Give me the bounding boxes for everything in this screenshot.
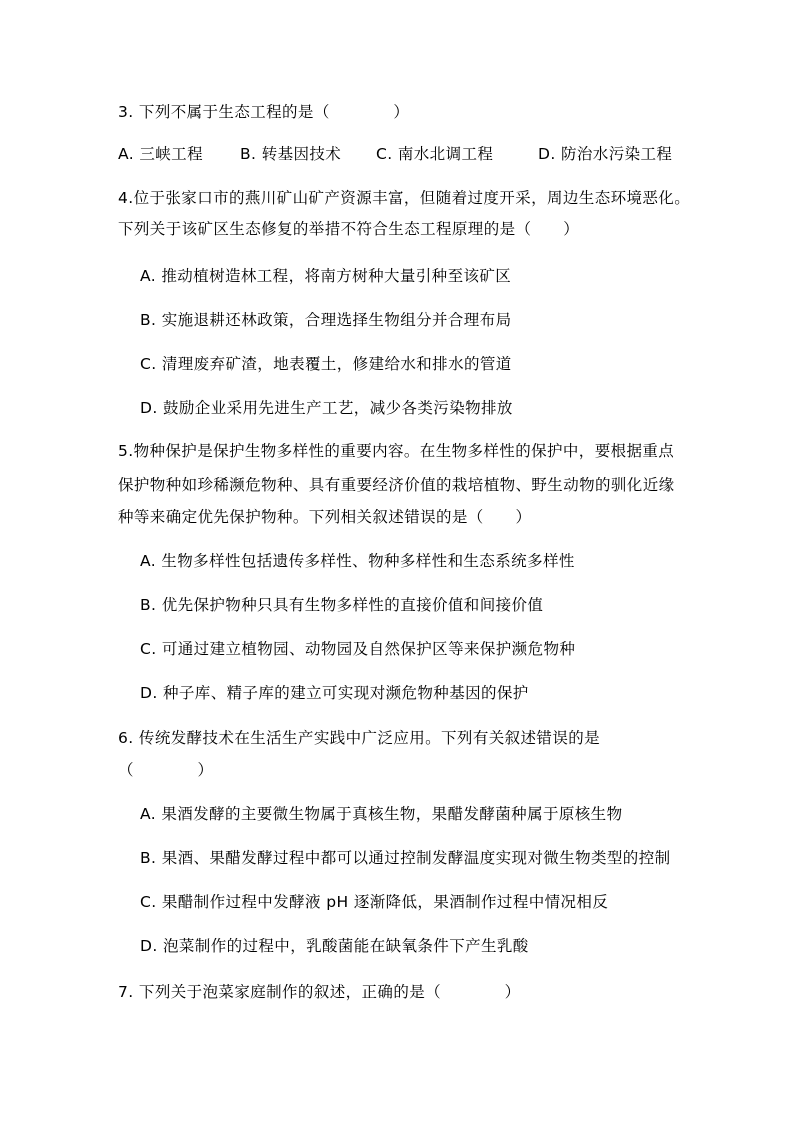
question-6-option-d: D. 泡菜制作的过程中，乳酸菌能在缺氧条件下产生乳酸: [140, 937, 529, 955]
question-4-option-b: B. 实施退耕还林政策，合理选择生物组分并合理布局: [140, 311, 512, 329]
question-5-option-b: B. 优先保护物种只具有生物多样性的直接价值和间接价值: [140, 596, 544, 614]
question-3-option-a: A. 三峡工程: [118, 145, 203, 163]
question-7-stem: 7. 下列关于泡菜家庭制作的叙述，正确的是（ ）: [118, 983, 521, 1001]
question-5-option-d: D. 种子库、精子库的建立可实现对濒危物种基因的保护: [140, 684, 529, 702]
question-5-option-c: C. 可通过建立植物园、动物园及自然保护区等来保护濒危物种: [140, 640, 576, 658]
question-3-option-b: B. 转基因技术: [240, 145, 342, 163]
question-3-option-c: C. 南水北调工程: [376, 145, 494, 163]
question-3-option-d: D. 防治水污染工程: [538, 145, 673, 163]
question-4-option-c: C. 清理废弃矿渣，地表覆土，修建给水和排水的管道: [140, 355, 512, 373]
question-5-stem-line-3: 种等来确定优先保护物种。下列相关叙述错误的是（ ）: [118, 508, 532, 526]
question-6-stem-line-1: 6. 传统发酵技术在生活生产实践中广泛应用。下列有关叙述错误的是: [118, 729, 601, 747]
question-6-stem-line-2: （ ）: [118, 761, 214, 779]
question-6-option-c: C. 果醋制作过程中发酵液 pH 逐渐降低，果酒制作过程中情况相反: [140, 893, 609, 911]
question-4-stem-line-1: 4.位于张家口市的燕川矿山矿产资源丰富，但随着过度开采，周边生态环境恶化。: [118, 189, 691, 207]
question-5-option-a: A. 生物多样性包括遗传多样性、物种多样性和生态系统多样性: [140, 552, 575, 570]
question-6-option-b: B. 果酒、果醋发酵过程中都可以通过控制发酵温度实现对微生物类型的控制: [140, 849, 671, 867]
question-5-stem-line-1: 5.物种保护是保护生物多样性的重要内容。在生物多样性的保护中，要根据重点: [118, 442, 675, 460]
question-4-option-a: A. 推动植树造林工程，将南方树种大量引种至该矿区: [140, 267, 512, 285]
question-4-option-d: D. 鼓励企业采用先进生产工艺，减少各类污染物排放: [140, 399, 513, 417]
question-6-option-a: A. 果酒发酵的主要微生物属于真核生物，果醋发酵菌种属于原核生物: [140, 805, 623, 823]
question-3-stem: 3. 下列不属于生态工程的是（ ）: [118, 103, 410, 121]
question-4-stem-line-2: 下列关于该矿区生态修复的举措不符合生态工程原理的是（ ）: [118, 220, 580, 238]
question-3-options: [118, 144, 738, 166]
question-5-stem-line-2: 保护物种如珍稀濒危物种、具有重要经济价值的栽培植物、野生动物的驯化近缘: [118, 476, 675, 494]
